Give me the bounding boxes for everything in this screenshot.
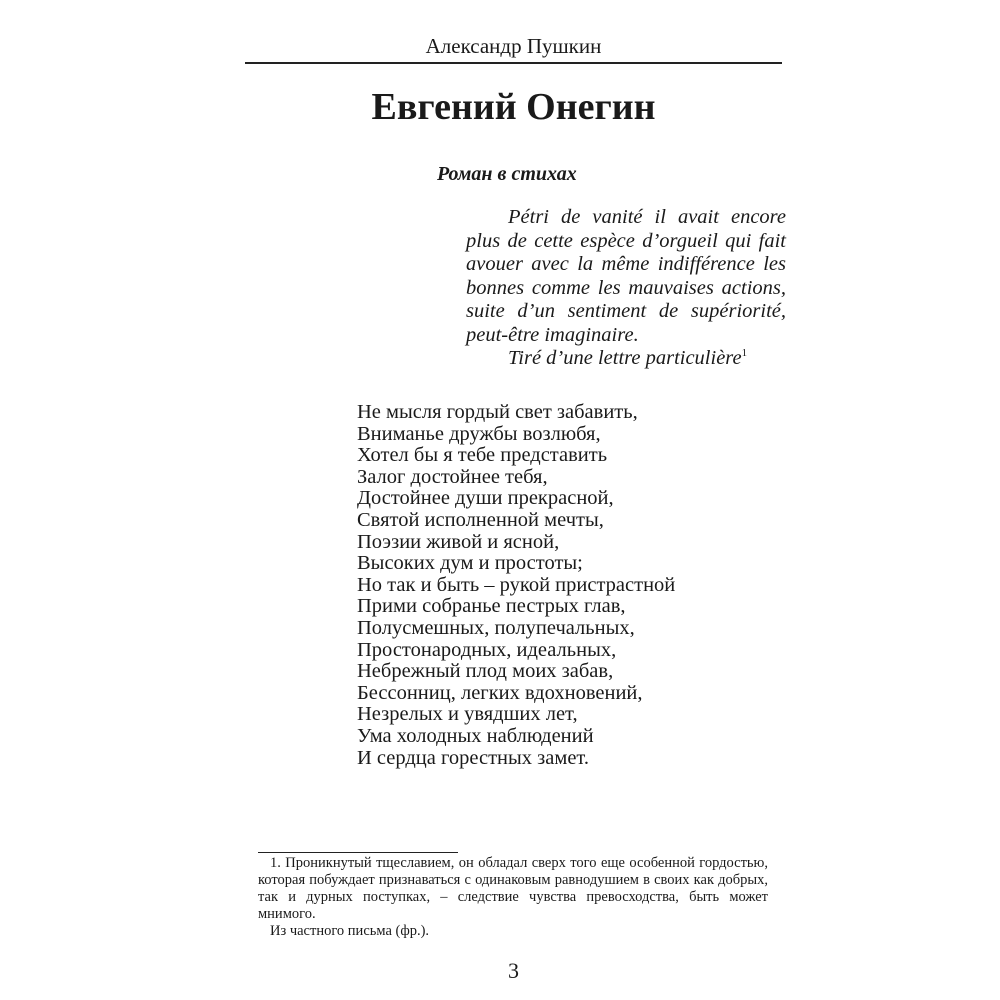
- epigraph-source-text: Tiré d’une lettre particulière: [508, 347, 742, 369]
- running-head: Александр Пушкин: [425, 34, 602, 58]
- epigraph: [466, 206, 786, 371]
- epigraph-text: Pétri de vanité il avait encore plus de cette espèce d’orgueil qui fait avouer avec la même indifférence les bonnes comme les mauvaises actions, suite d’un sentiment de supériorité, peut-être imaginaire.: [466, 206, 786, 346]
- poem-line: Высоких дум и простоты;: [357, 552, 583, 575]
- poem-line: Простонародных, идеальных,: [357, 638, 617, 661]
- poem-line: Не мысля гордый свет забавить,: [357, 401, 638, 423]
- poem-line: Но так и быть – рукой пристрастной: [357, 573, 676, 596]
- header-rule: [245, 62, 782, 64]
- footnote-text: 1. Проникнутый тщеславием, он обладал сверх того еще особенной гордостью, которая побуждает признаваться с одинаковым равнодушием в своих как добрых, так и дурных поступках, – следствие чувства превосходства, быть может мнимого.: [258, 855, 768, 922]
- poem-line: Святой исполненной мечты,: [357, 508, 604, 531]
- subtitle: Роман в стихах: [437, 163, 577, 185]
- poem-line: Небрежный плод моих забав,: [357, 660, 614, 683]
- poem-line: Прими собранье пестрых глав,: [357, 595, 626, 618]
- poem-stanza: [357, 402, 675, 769]
- book-title: Евгений Онегин: [371, 86, 656, 128]
- poem-line: Залог достойнее тебя,: [357, 465, 548, 488]
- poem-line: Поэзии живой и ясной,: [357, 530, 560, 553]
- footnote-rule: [258, 852, 458, 853]
- page-number: 3: [508, 958, 519, 983]
- poem-line: Незрелых и увядших лет,: [357, 703, 578, 726]
- poem-line: Ума холодных наблюдений: [357, 724, 594, 747]
- poem-line: И сердца горестных замет.: [357, 746, 589, 769]
- footnote-source: Из частного письма (фр.).: [270, 923, 430, 939]
- poem-line: Бессонниц, легких вдохновений,: [357, 681, 643, 704]
- poem-line: Вниманье дружбы возлюбя,: [357, 422, 601, 445]
- poem-line: Полусмешных, полупечальных,: [357, 616, 635, 639]
- footnote-marker: 1: [741, 347, 748, 359]
- poem-line: Хотел бы я тебе представить: [357, 444, 608, 467]
- epigraph-source: [466, 347, 786, 371]
- poem-line: Достойнее души прекрасной,: [357, 487, 614, 510]
- footnote: [258, 855, 768, 940]
